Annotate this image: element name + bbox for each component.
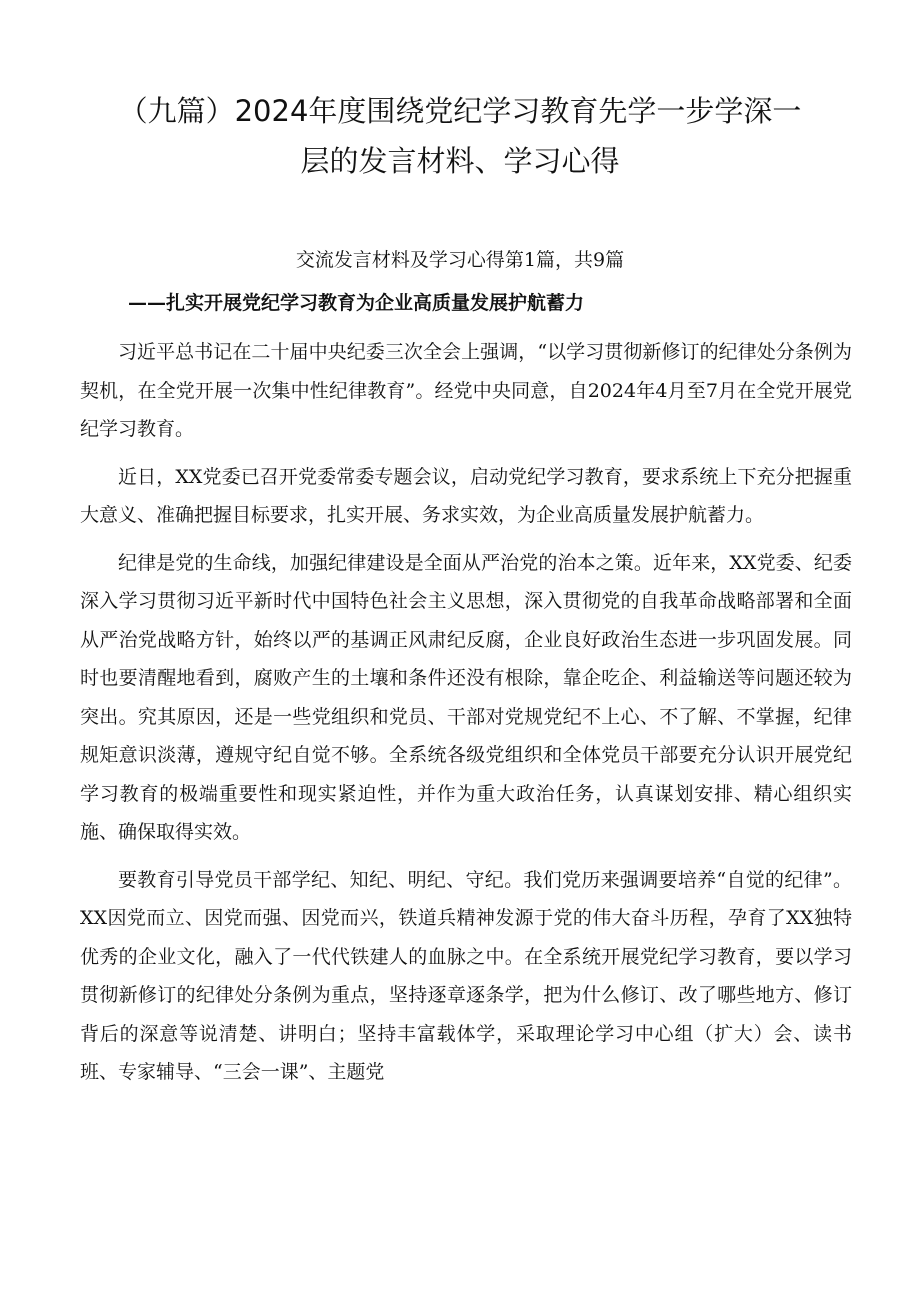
document-title: [60, 86, 860, 186]
article-heading: ——扎实开展党纪学习教育为企业高质量发展护航蓄力: [128, 292, 585, 314]
paragraph-2: 近日，XX党委已召开党委常委专题会议，启动党纪学习教育，要求系统上下充分把握重大意义、准确把握目标要求，扎实开展、务求实效，为企业高质量发展护航蓄力。: [80, 465, 852, 526]
paragraph-3: 纪律是党的生命线，加强纪律建设是全面从严治党的治本之策。近年来，XX党委、纪委深入学习贯彻习近平新时代中国特色社会主义思想，深入贯彻党的自我革命战略部署和全面从严治党战略方针，始终以严的基调正风肃纪反腐，企业良好政治生态进一步巩固发展。同时也要清醒地看到，腐败产生的土壤和条件还没有根除，靠企吃企、利益输送等问题还较为突出。究其原因，还是一些党组织和党员、干部对党规党纪不上心、不了解、不掌握，纪律规矩意识淡薄，遵规守纪自觉不够。全系统各级党组织和全体党员干部要充分认识开展党纪学习教育的极端重要性和现实紧迫性，并作为重大政治任务，认真谋划安排、精心组织实施、确保取得实效。: [80, 551, 852, 843]
document-title-line-1: （九篇）2024年度围绕党纪学习教育先学一步学深一: [118, 94, 802, 128]
paragraph-4: 要教育引导党员干部学纪、知纪、明纪、守纪。我们党历来强调要培养“自觉的纪律”。XX因党而立、因党而强、因党而兴，铁道兵精神发源于党的伟大奋斗历程，孕育了XX独特优秀的企业文化，融入了一代代铁建人的血脉之中。在全系统开展党纪学习教育，要以学习贯彻新修订的纪律处分条例为重点，坚持逐章逐条学，把为什么修订、改了哪些地方、修订背后的深意等说清楚、讲明白；坚持丰富载体学，采取理论学习中心组（扩大）会、读书班、专家辅导、“三会一课”、主题党: [80, 868, 852, 1083]
document-body: [80, 333, 852, 1101]
document-title-line-2: 层的发言材料、学习心得: [300, 144, 620, 178]
document-subtitle: 交流发言材料及学习心得第1篇，共9篇: [295, 249, 625, 271]
paragraph-1: 习近平总书记在二十届中央纪委三次全会上强调，“以学习贯彻新修订的纪律处分条例为契机，在全党开展一次集中性纪律教育”。经党中央同意，自2024年4月至7月在全党开展党纪学习教育。: [80, 341, 852, 440]
